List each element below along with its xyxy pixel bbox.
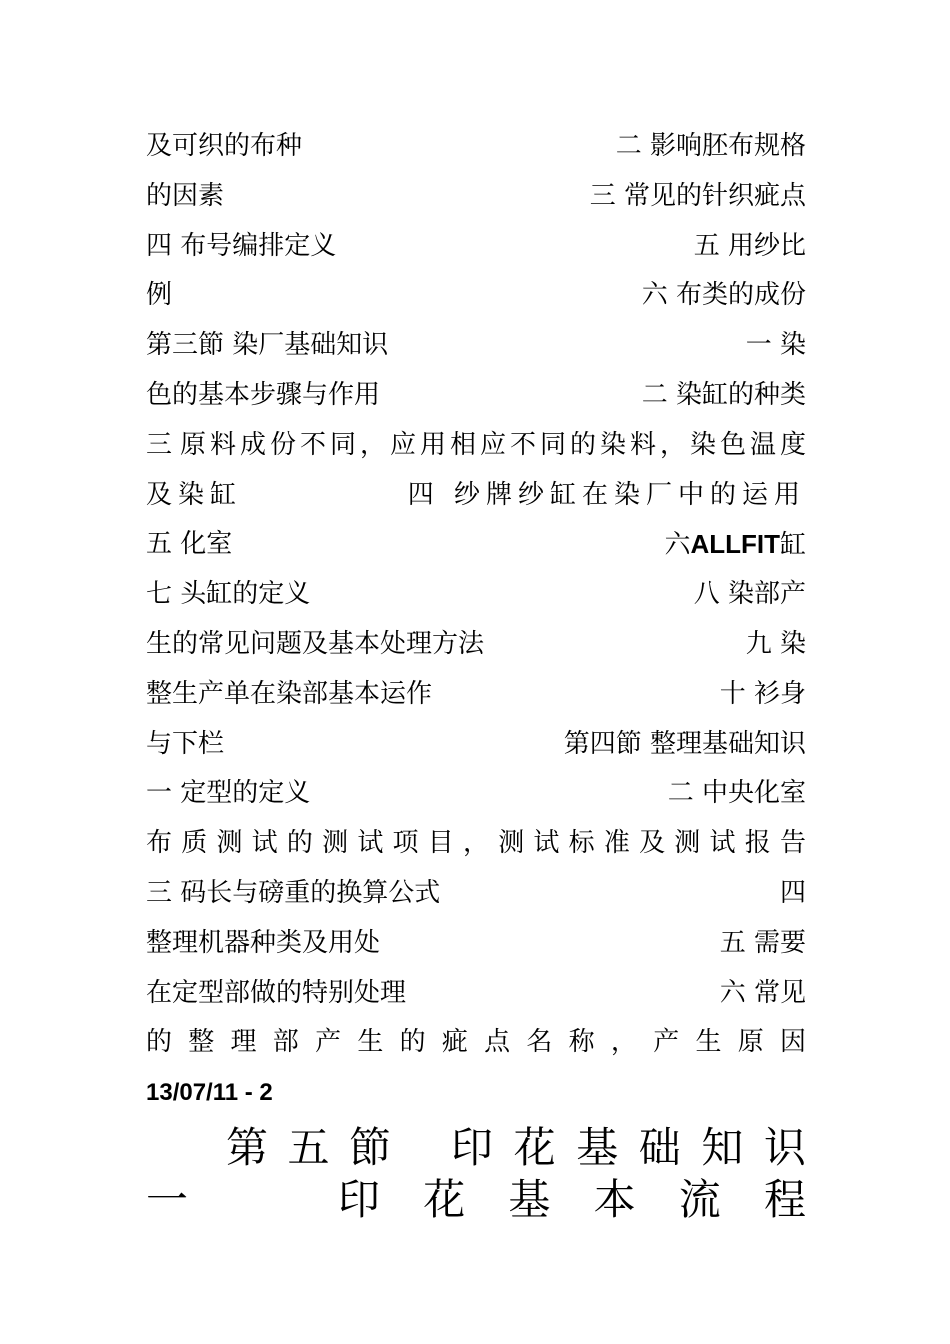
toc-line-17 (146, 919, 806, 969)
toc-line-6-right: 二 染缸的种类 (641, 379, 806, 410)
toc-line-7 (146, 421, 806, 471)
toc-line-18-right: 六 常见 (719, 977, 806, 1008)
toc-line-8-left: 及染缸 (146, 479, 243, 510)
toc-line-18-left: 在定型部做的特别处理 (146, 977, 407, 1008)
toc-line-19 (146, 1018, 806, 1068)
toc-line-6-left: 色的基本步骤与作用 (146, 379, 381, 410)
subsection-heading (146, 1174, 806, 1226)
toc-line-4 (146, 271, 806, 321)
toc-line-14 (146, 769, 806, 819)
toc-line-7-text: 三 原 料 成 份 不 同 ， 应 用 相 应 不 同 的 染 料 ， 染 色 温 度 (146, 429, 806, 460)
toc-line-9-right-suffix: 缸 (779, 529, 806, 560)
toc-line-12-right: 十 衫身 (719, 678, 806, 709)
toc-line-12-left: 整生产单在染部基本运作 (146, 678, 433, 709)
toc-line-14-left: 一 定型的定义 (146, 778, 311, 809)
toc-line-14-right: 二 中央化室 (667, 778, 806, 809)
document-page (146, 122, 806, 1226)
toc-line-9-right (664, 520, 806, 571)
toc-line-13 (146, 720, 806, 770)
subsection-number: 一 (146, 1174, 189, 1224)
toc-line-8 (146, 471, 806, 521)
toc-line-3 (146, 222, 806, 272)
toc-line-17-right: 五 需要 (719, 927, 806, 958)
section-number: 第 五 節 (226, 1122, 391, 1172)
toc-line-2 (146, 172, 806, 222)
toc-line-10-right: 八 染部产 (693, 579, 806, 610)
toc-line-1-right: 二 影响胚布规格 (615, 131, 806, 161)
toc-line-5-left: 第三節 染厂基础知识 (146, 330, 389, 361)
toc-line-9-left: 五 化室 (146, 529, 233, 560)
toc-line-13-right: 第四節 整理基础知识 (563, 728, 806, 759)
toc-line-4-left: 例 (146, 280, 173, 311)
toc-line-9-right-prefix: 六 (664, 529, 691, 560)
toc-line-10 (146, 570, 806, 620)
toc-line-16 (146, 869, 806, 919)
toc-line-19-text: 的 整 理 部 产 生 的 疵 点 名 称 ， 产 生 原 因 (146, 1027, 806, 1058)
toc-line-3-left: 四 布号编排定义 (146, 230, 337, 261)
toc-line-9-right-bold: ALLFIT (690, 528, 780, 559)
toc-line-11-left: 生的常见问题及基本处理方法 (146, 628, 485, 659)
toc-line-16-right: 四 (779, 877, 806, 908)
toc-line-2-left: 的因素 (146, 180, 225, 211)
toc-line-15-text: 布 质 测 试 的 测 试 项 目 ， 测 试 标 准 及 测 试 报 告 (146, 828, 806, 859)
toc-line-6 (146, 371, 806, 421)
toc-line-16-left: 三 码长与磅重的换算公式 (146, 877, 441, 908)
section-heading (146, 1122, 806, 1174)
toc-line-3-right: 五 用纱比 (693, 230, 806, 261)
toc-line-12 (146, 670, 806, 720)
page-date-footer: 13/07/11 - 2 (146, 1079, 273, 1107)
subsection-title: 印 花 基 本 流 程 (338, 1174, 806, 1224)
toc-line-11 (146, 620, 806, 670)
toc-line-18 (146, 969, 806, 1019)
toc-line-17-left: 整理机器种类及用处 (146, 927, 381, 958)
toc-line-1-left: 及可织的布种 (146, 131, 303, 161)
toc-line-15 (146, 819, 806, 869)
section-title: 印 花 基 础 知 识 (451, 1122, 806, 1172)
toc-line-2-right: 三 常见的针织疵点 (589, 180, 806, 211)
toc-line-11-right: 九 染 (745, 628, 806, 659)
toc-line-5-right: 一 染 (745, 330, 806, 361)
toc-line-8-right: 四 纱牌纱缸在染厂中的运用 (407, 479, 806, 510)
toc-line-4-right: 六 布类的成份 (641, 280, 806, 311)
toc-line-5 (146, 321, 806, 371)
toc-line-1 (146, 122, 806, 172)
toc-line-10-left: 七 头缸的定义 (146, 579, 311, 610)
toc-line-9 (146, 520, 806, 570)
toc-line-13-left: 与下栏 (146, 728, 225, 759)
